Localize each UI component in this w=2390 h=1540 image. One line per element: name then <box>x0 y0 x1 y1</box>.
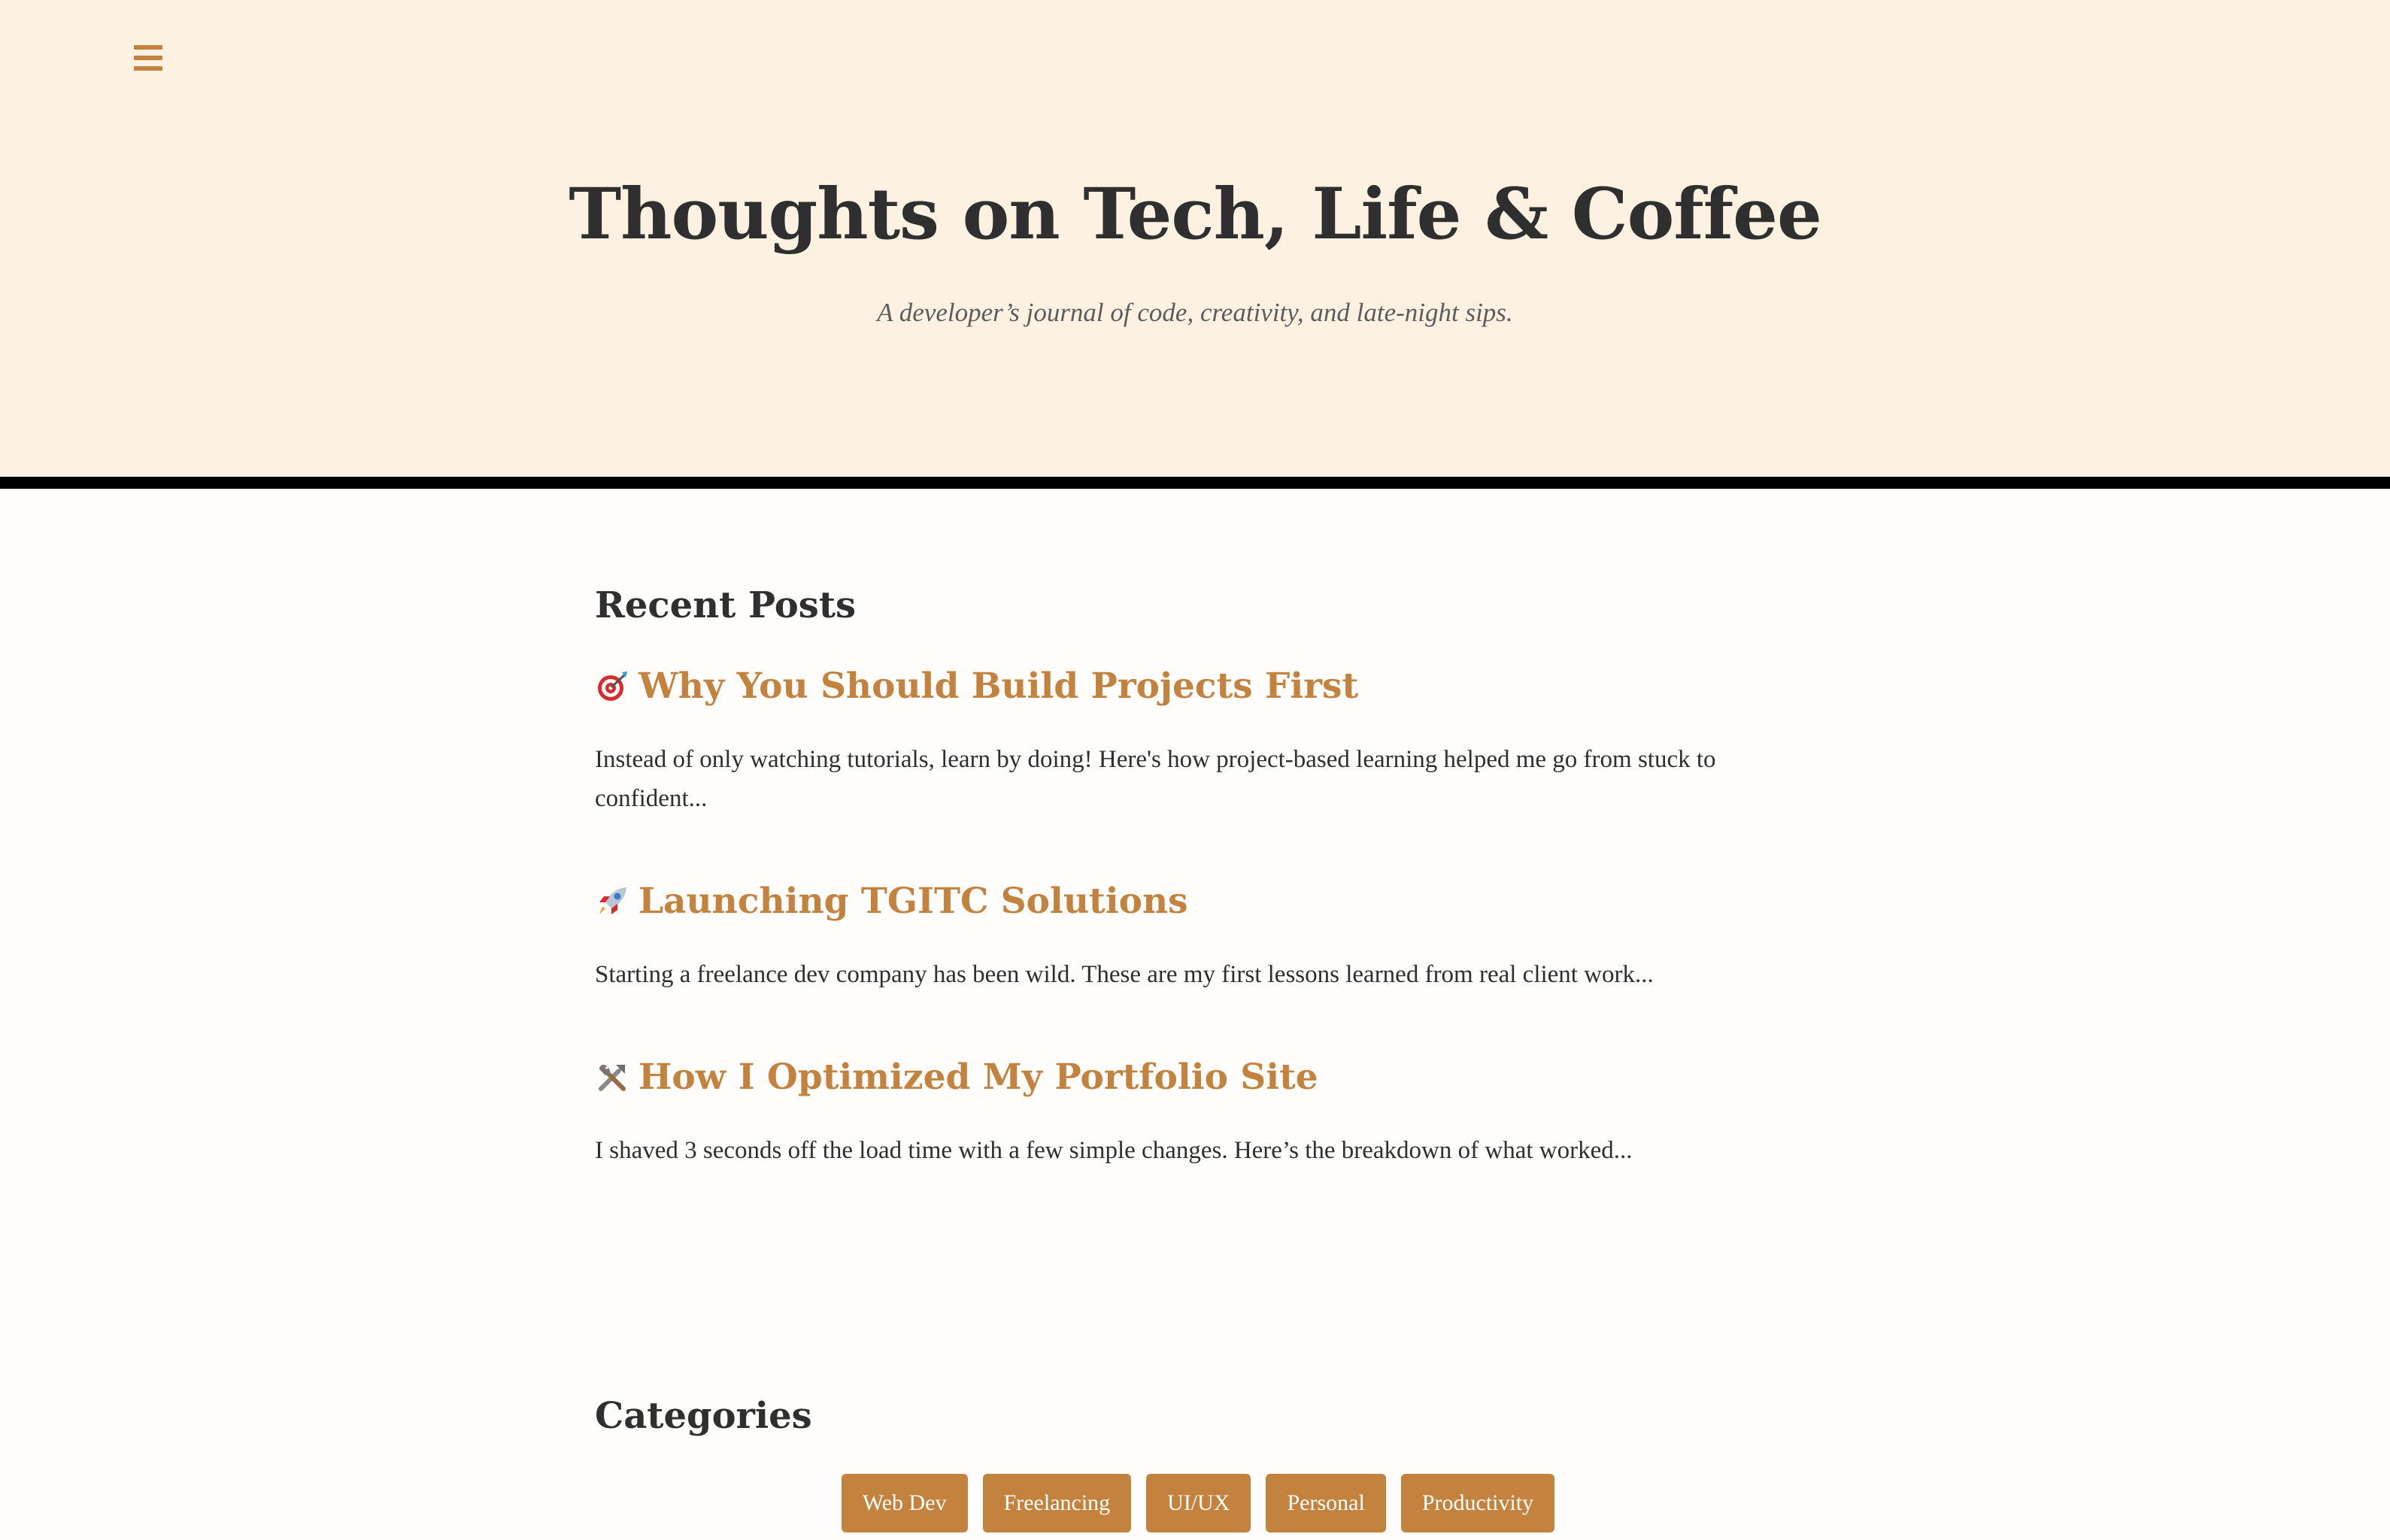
post-item <box>595 875 1813 994</box>
header-divider <box>0 477 2390 489</box>
hamburger-menu-icon[interactable] <box>132 42 165 75</box>
target-icon <box>595 669 629 704</box>
post-excerpt: Starting a freelance dev company has been wild. These are my first lessons learned from real client work... <box>595 961 1654 988</box>
post-title-text: Launching TGITC Solutions <box>638 881 1188 922</box>
post-excerpt: I shaved 3 seconds off the load time with a few simple changes. Here’s the breakdown of what worked... <box>595 1137 1633 1164</box>
post-excerpt: Instead of only watching tutorials, learn by doing! Here's how project-based learning helped me go from stuck to confident... <box>595 746 1716 812</box>
post-title-text: Why You Should Build Projects First <box>638 665 1359 707</box>
site-title: Thoughts on Tech, Life & Coffee <box>569 173 1821 256</box>
post-item <box>595 1051 1813 1170</box>
category-tag-ui-ux[interactable]: UI/UX <box>1146 1474 1251 1532</box>
post-item <box>595 660 1813 818</box>
rocket-icon <box>595 884 629 919</box>
post-title-link[interactable] <box>595 1051 1813 1104</box>
category-tag-personal[interactable]: Personal <box>1266 1474 1385 1532</box>
category-tag-web-dev[interactable]: Web Dev <box>842 1474 968 1532</box>
post-title-link[interactable] <box>595 875 1813 928</box>
post-title-text: How I Optimized My Portfolio Site <box>638 1056 1318 1098</box>
recent-posts-section <box>595 571 1813 1164</box>
site-header <box>0 0 2390 477</box>
category-tag-list <box>0 1474 2390 1532</box>
recent-posts-heading: Recent Posts <box>595 584 857 626</box>
post-title-link[interactable] <box>595 660 1813 713</box>
category-tag-freelancing[interactable]: Freelancing <box>983 1474 1132 1532</box>
tools-icon <box>595 1060 629 1095</box>
category-tag-productivity[interactable]: Productivity <box>1401 1474 1554 1532</box>
site-tagline: A developer’s journal of code, creativity, and late-night sips. <box>877 298 1513 327</box>
categories-heading: Categories <box>595 1395 812 1437</box>
